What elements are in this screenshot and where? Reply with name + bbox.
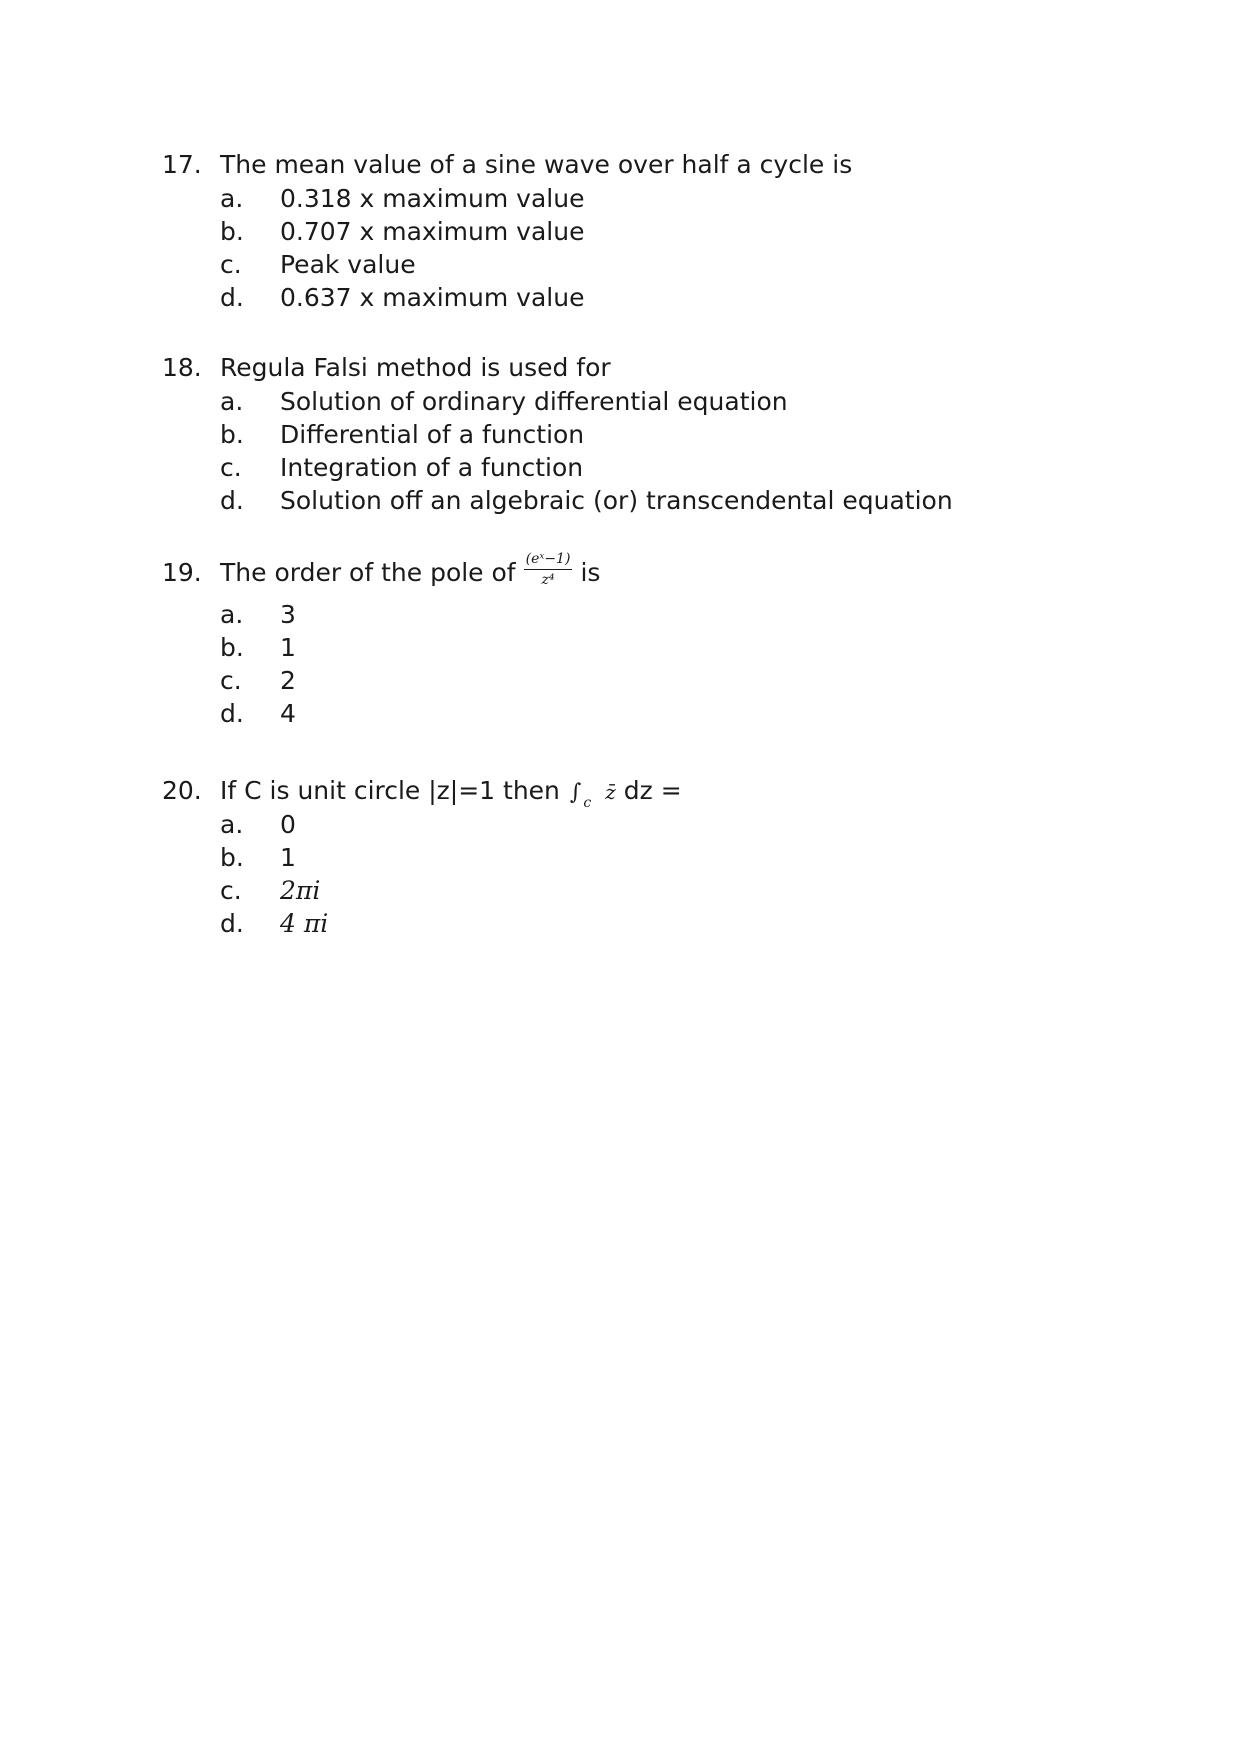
question-number: 20. [162,776,202,805]
option-text: Solution of ordinary differential equation [280,387,788,416]
option-a [162,182,1162,215]
option-a [162,808,1162,841]
option-d [162,484,1162,517]
question-17 [162,148,1162,314]
option-text: Integration of a function [280,453,584,482]
option-letter: c. [220,250,242,279]
fraction-denominator: z⁴ [541,571,555,588]
question-stem [162,550,1162,590]
option-text: Differential of a function [280,420,585,449]
option-c [162,451,1162,484]
question-text: The mean value of a sine wave over half a cycle is [220,150,853,179]
integrand: z̄ [605,780,616,804]
question-number: 17. [162,150,202,179]
option-letter: d. [220,909,244,938]
question-stem [162,148,1162,182]
option-letter: a. [220,600,244,629]
option-text: Solution off an algebraic (or) transcendental equation [280,486,953,515]
option-b [162,418,1162,451]
option-letter: d. [220,486,244,515]
option-letter: b. [220,843,244,872]
option-letter: d. [220,699,244,728]
fraction-numerator: (eˣ−1) [524,551,573,570]
question-text-before: The order of the pole of [220,558,516,587]
option-letter: d. [220,283,244,312]
question-text-after: dz = [623,776,682,805]
option-b [162,215,1162,248]
question-19 [162,550,1162,730]
option-letter: a. [220,810,244,839]
option-letter: b. [220,420,244,449]
option-c [162,248,1162,281]
question-text [220,550,601,590]
option-letter: b. [220,633,244,662]
option-c [162,874,1162,907]
option-d [162,281,1162,314]
option-text: 4 [280,699,296,728]
option-letter: a. [220,184,244,213]
option-a [162,598,1162,631]
question-stem [162,774,1162,811]
option-text: 1 [280,843,296,872]
option-d [162,697,1162,730]
question-text: Regula Falsi method is used for [220,353,611,382]
question-stem [162,351,1162,385]
option-text: 0.637 x maximum value [280,283,585,312]
option-b [162,631,1162,664]
option-text: 2 [280,666,296,695]
option-text: 3 [280,600,296,629]
option-text: 0.707 x maximum value [280,217,585,246]
question-20 [162,774,1162,940]
question-text-before: If C is unit circle |z|=1 then [220,776,560,805]
option-text: 4 πi [280,909,329,938]
option-text: 0 [280,810,296,839]
option-text: 1 [280,633,296,662]
option-b [162,841,1162,874]
question-18 [162,351,1162,517]
option-letter: c. [220,876,242,905]
option-a [162,385,1162,418]
option-letter: b. [220,217,244,246]
option-text: 2πi [280,876,321,905]
question-number: 19. [162,558,202,587]
integral-sign: ∫ [569,780,582,805]
option-letter: a. [220,387,244,416]
option-letter: c. [220,453,242,482]
option-text: Peak value [280,250,416,279]
question-text-after: is [580,558,601,587]
option-c [162,664,1162,697]
option-d [162,907,1162,940]
option-text: 0.318 x maximum value [280,184,585,213]
fraction-expression [524,551,573,588]
integral-subscript: c [583,795,592,811]
question-number: 18. [162,353,202,382]
option-letter: c. [220,666,242,695]
